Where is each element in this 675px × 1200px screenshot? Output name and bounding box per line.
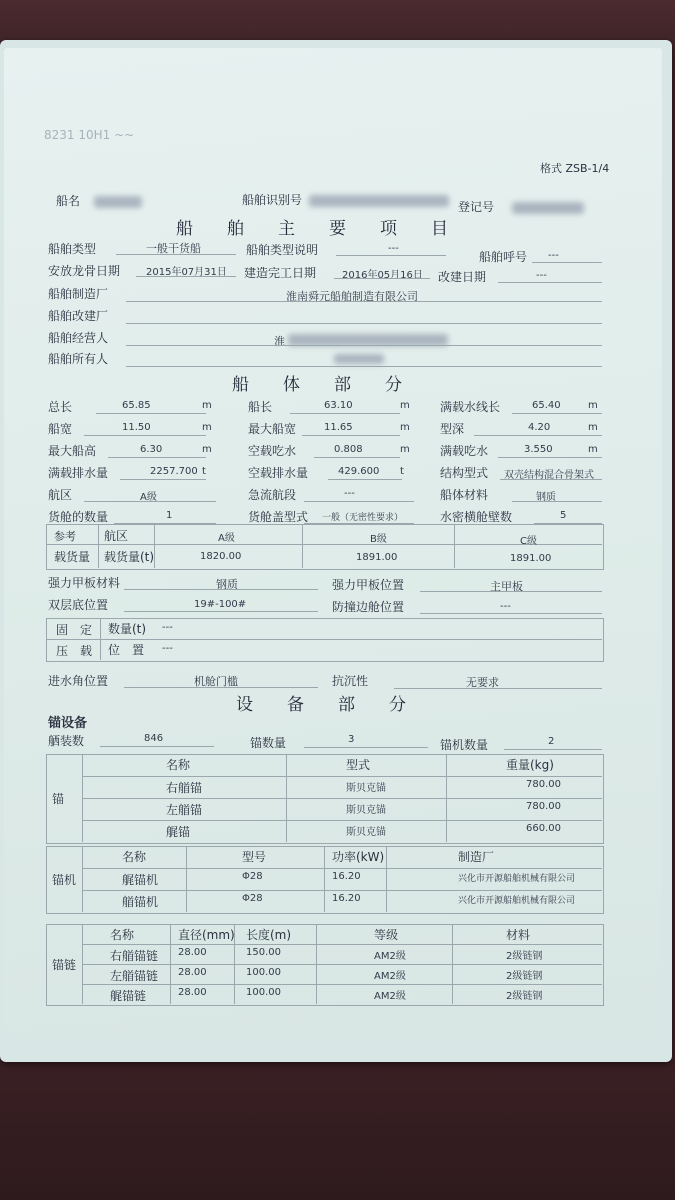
sinkage-value: 无要求 xyxy=(466,676,499,689)
mod-date-value: --- xyxy=(536,270,547,281)
ref-label: 参考 xyxy=(54,530,76,543)
hull-r1-cell-1: 65.85 xyxy=(122,400,151,411)
deck-position-label: 强力甲板位置 xyxy=(332,578,405,592)
redacted-ship-id xyxy=(309,195,449,207)
hull-r2-cell-7: 4.20 xyxy=(528,422,551,433)
hull-r5-cell-2: 急流航段 xyxy=(248,488,297,502)
chain-table-row-2-cell-0: 艉锚链 xyxy=(110,989,147,1003)
windlass-table-head-0: 名称 xyxy=(122,850,147,864)
hull-r3-cell-0: 最大船高 xyxy=(48,444,97,458)
cap-row-unit: 载货量(t) xyxy=(104,550,155,564)
hull-r6-cell-4: 水密横舱壁数 xyxy=(440,510,513,524)
anchor-table-head-0: 名称 xyxy=(166,758,191,772)
fixed-label: 固 定 xyxy=(56,623,93,637)
chain-table-row-0-cell-0: 右艏锚链 xyxy=(110,949,159,963)
chain-table-row-0-cell-1: 28.00 xyxy=(178,947,207,958)
background-bottom xyxy=(0,1060,675,1200)
hull-r3-cell-8: m xyxy=(588,444,598,455)
hull-r3-cell-2: m xyxy=(202,444,212,455)
windlass-table-side-label: 锚机 xyxy=(52,873,77,887)
hull-r4-cell-3: 空载排水量 xyxy=(248,466,309,480)
cap-head-a: A级 xyxy=(218,533,235,544)
hull-r2-cell-1: 11.50 xyxy=(122,422,151,433)
chain-table-side-label: 锚链 xyxy=(52,958,77,972)
certificate-page xyxy=(4,48,662,1038)
chain-table-row-2-cell-4: 2级链钢 xyxy=(506,991,543,1002)
builder-label: 船舶制造厂 xyxy=(48,287,109,301)
windlass-count-value: 2 xyxy=(548,736,555,747)
hull-r4-cell-2: t xyxy=(202,466,206,477)
callsign-label: 船舶呼号 xyxy=(479,250,528,264)
section-title-equip: 设备部分 xyxy=(236,695,440,715)
double-bottom-value: 19#-100# xyxy=(194,599,247,610)
operator-value: 淮 xyxy=(274,335,285,348)
hull-r1-cell-4: 63.10 xyxy=(324,400,353,411)
outfit-number-value: 846 xyxy=(144,733,164,744)
keel-date-label: 安放龙骨日期 xyxy=(48,264,121,278)
hull-r5-cell-5: 钢质 xyxy=(536,492,556,503)
windlass-table-row-0-cell-3: 兴化市开源船舶机械有限公司 xyxy=(458,874,576,884)
built-date-value: 2016年05月16日 xyxy=(342,270,423,281)
anchor-equipment-title: 锚设备 xyxy=(48,716,88,731)
hull-r1-cell-7: 65.40 xyxy=(532,400,561,411)
hull-r5-cell-0: 航区 xyxy=(48,488,73,502)
chain-table-row-0-cell-4: 2级链钢 xyxy=(506,951,543,962)
chain-table-row-1-cell-1: 28.00 xyxy=(178,967,207,978)
ballast-pos-label: 位 置 xyxy=(108,643,145,657)
windlass-table-head-1: 型号 xyxy=(242,850,267,864)
cap-a-value: 1820.00 xyxy=(200,551,242,562)
cap-head-c: C级 xyxy=(520,536,537,547)
hull-r2-cell-3: 最大船宽 xyxy=(248,422,297,436)
double-bottom-label: 双层底位置 xyxy=(48,598,109,612)
section-title-main: 船舶主要项目 xyxy=(176,219,482,239)
hull-r1-cell-2: m xyxy=(202,400,212,411)
hull-r2-cell-8: m xyxy=(588,422,598,433)
ballast-label: 压 载 xyxy=(56,644,93,658)
collision-value: --- xyxy=(500,601,511,612)
anchor-table-row-0-cell-0: 右艏锚 xyxy=(166,781,203,795)
windlass-table-row-1-cell-2: 16.20 xyxy=(332,893,361,904)
built-date-label: 建造完工日期 xyxy=(244,266,317,280)
cap-head-b: B级 xyxy=(370,534,387,545)
hull-r4-cell-1: 2257.700 xyxy=(150,466,198,477)
deck-material-value: 钢质 xyxy=(216,578,238,591)
hull-r4-cell-6: 结构型式 xyxy=(440,466,489,480)
builder-value: 淮南舜元船舶制造有限公司 xyxy=(286,290,418,303)
mod-date-label: 改建日期 xyxy=(438,270,487,284)
reg-no-label: 登记号 xyxy=(458,200,495,214)
flood-angle-value: 机舱门槛 xyxy=(194,675,238,688)
keel-date-value: 2015年07月31日 xyxy=(146,267,227,278)
chain-table-row-1-cell-3: AM2级 xyxy=(374,971,406,982)
outfit-number-label: 舾装数 xyxy=(48,734,85,748)
ballast-qty-value: --- xyxy=(162,622,173,633)
deck-position-value: 主甲板 xyxy=(490,580,523,593)
windlass-table-row-1-cell-0: 艏锚机 xyxy=(122,895,159,909)
hull-r6-cell-2: 货舱盖型式 xyxy=(248,510,309,524)
anchor-table-row-2-cell-1: 斯贝克锚 xyxy=(346,827,386,838)
hull-r3-cell-4: 0.808 xyxy=(334,444,363,455)
chain-table-head-1: 直径(mm) xyxy=(178,928,235,942)
anchor-table-row-2-cell-0: 艉锚 xyxy=(166,825,191,839)
deck-material-label: 强力甲板材料 xyxy=(48,576,121,590)
hull-r3-cell-7: 3.550 xyxy=(524,444,553,455)
callsign-value: --- xyxy=(548,250,559,261)
windlass-table-head-3: 制造厂 xyxy=(458,850,495,864)
modifier-label: 船舶改建厂 xyxy=(48,309,109,323)
hull-r6-cell-0: 货舱的数量 xyxy=(48,510,109,524)
anchor-table-side-label: 锚 xyxy=(52,792,65,806)
chain-table-row-1-cell-2: 100.00 xyxy=(246,967,281,978)
collision-label: 防撞边舱位置 xyxy=(332,600,405,614)
anchor-table-row-1-cell-2: 780.00 xyxy=(526,801,561,812)
ballast-qty-label: 数量(t) xyxy=(108,622,147,636)
redacted-owner xyxy=(334,354,384,364)
hull-r6-cell-5: 5 xyxy=(560,510,567,521)
ship-type-desc-value: --- xyxy=(388,243,399,254)
hull-r1-cell-8: m xyxy=(588,400,598,411)
windlass-table-row-1-cell-3: 兴化市开源船舶机械有限公司 xyxy=(458,896,576,906)
chain-table-head-2: 长度(m) xyxy=(246,928,292,942)
hull-r3-cell-6: 满载吃水 xyxy=(440,444,489,458)
chain-table-head-3: 等级 xyxy=(374,928,399,942)
anchor-table-head-1: 型式 xyxy=(346,758,371,772)
hull-r2-cell-2: m xyxy=(202,422,212,433)
chain-table-head-4: 材料 xyxy=(506,928,531,942)
hull-r4-cell-5: t xyxy=(400,466,404,477)
hull-r4-cell-4: 429.600 xyxy=(338,466,380,477)
section-title-hull: 船体部分 xyxy=(232,375,436,395)
anchor-count-label: 锚数量 xyxy=(250,736,287,750)
windlass-table-row-0-cell-2: 16.20 xyxy=(332,871,361,882)
chain-table-row-0-cell-3: AM2级 xyxy=(374,951,406,962)
operator-label: 船舶经营人 xyxy=(48,331,109,345)
chain-table-row-1-cell-4: 2级链钢 xyxy=(506,971,543,982)
anchor-table-row-2-cell-2: 660.00 xyxy=(526,823,561,834)
hull-r1-cell-5: m xyxy=(400,400,410,411)
hull-r5-cell-4: 船体材料 xyxy=(440,488,489,502)
cap-row-label: 载货量 xyxy=(54,550,91,564)
format-label: 格式 ZSB-1/4 xyxy=(540,162,610,175)
hull-r2-cell-5: m xyxy=(400,422,410,433)
hull-r5-cell-3: --- xyxy=(344,488,355,499)
chain-table-head-0: 名称 xyxy=(110,928,135,942)
windlass-table-head-2: 功率(kW) xyxy=(332,850,385,864)
cap-c-value: 1891.00 xyxy=(510,553,552,564)
cap-b-value: 1891.00 xyxy=(356,552,398,563)
chain-table-row-2-cell-3: AM2级 xyxy=(374,991,406,1002)
hull-r3-cell-5: m xyxy=(400,444,410,455)
hull-r4-cell-7: 双壳结构混合骨架式 xyxy=(504,470,594,481)
ship-type-value: 一般干货船 xyxy=(146,242,201,255)
ship-type-desc-label: 船舶类型说明 xyxy=(246,243,319,257)
hull-r1-cell-0: 总长 xyxy=(48,400,73,414)
anchor-table-row-1-cell-0: 左艏锚 xyxy=(166,803,203,817)
anchor-table-row-1-cell-1: 斯贝克锚 xyxy=(346,805,386,816)
hull-r3-cell-1: 6.30 xyxy=(140,444,163,455)
hull-r3-cell-3: 空载吃水 xyxy=(248,444,297,458)
windlass-count-label: 锚机数量 xyxy=(440,738,489,752)
ship-type-label: 船舶类型 xyxy=(48,242,97,256)
anchor-count-value: 3 xyxy=(348,734,355,745)
anchor-table-row-0-cell-2: 780.00 xyxy=(526,779,561,790)
sinkage-label: 抗沉性 xyxy=(332,674,369,688)
anchor-table-head-2: 重量(kg) xyxy=(506,758,554,772)
hull-r1-cell-3: 船长 xyxy=(248,400,273,414)
hull-r2-cell-4: 11.65 xyxy=(324,422,353,433)
ship-id-label: 船舶识别号 xyxy=(242,193,303,207)
hull-r6-cell-3: 一般（无密性要求） xyxy=(322,513,404,523)
chain-table-row-2-cell-1: 28.00 xyxy=(178,987,207,998)
owner-label: 船舶所有人 xyxy=(48,352,109,366)
ship-name-label: 船名 xyxy=(56,194,81,208)
anchor-table-row-0-cell-1: 斯贝克锚 xyxy=(346,783,386,794)
ballast-pos-value: --- xyxy=(162,643,173,654)
windlass-table-row-1-cell-1: Φ28 xyxy=(242,893,263,904)
flood-angle-label: 进水角位置 xyxy=(48,674,109,688)
chain-table-row-0-cell-2: 150.00 xyxy=(246,947,281,958)
redacted-reg-no xyxy=(512,202,584,214)
redacted-ship-name xyxy=(94,196,142,208)
chain-table-row-1-cell-0: 左艏锚链 xyxy=(110,969,159,983)
hull-r4-cell-0: 满载排水量 xyxy=(48,466,109,480)
cap-head-zone: 航区 xyxy=(104,529,129,543)
faint-stamp: 8231 10H1 ~~ xyxy=(44,128,135,142)
hull-r2-cell-0: 船宽 xyxy=(48,422,73,436)
hull-r1-cell-6: 满载水线长 xyxy=(440,400,501,414)
windlass-table-row-0-cell-1: Φ28 xyxy=(242,871,263,882)
hull-r6-cell-1: 1 xyxy=(166,510,173,521)
chain-table-row-2-cell-2: 100.00 xyxy=(246,987,281,998)
hull-r2-cell-6: 型深 xyxy=(440,422,465,436)
windlass-table-row-0-cell-0: 艉锚机 xyxy=(122,873,159,887)
hull-r5-cell-1: A级 xyxy=(140,492,157,503)
